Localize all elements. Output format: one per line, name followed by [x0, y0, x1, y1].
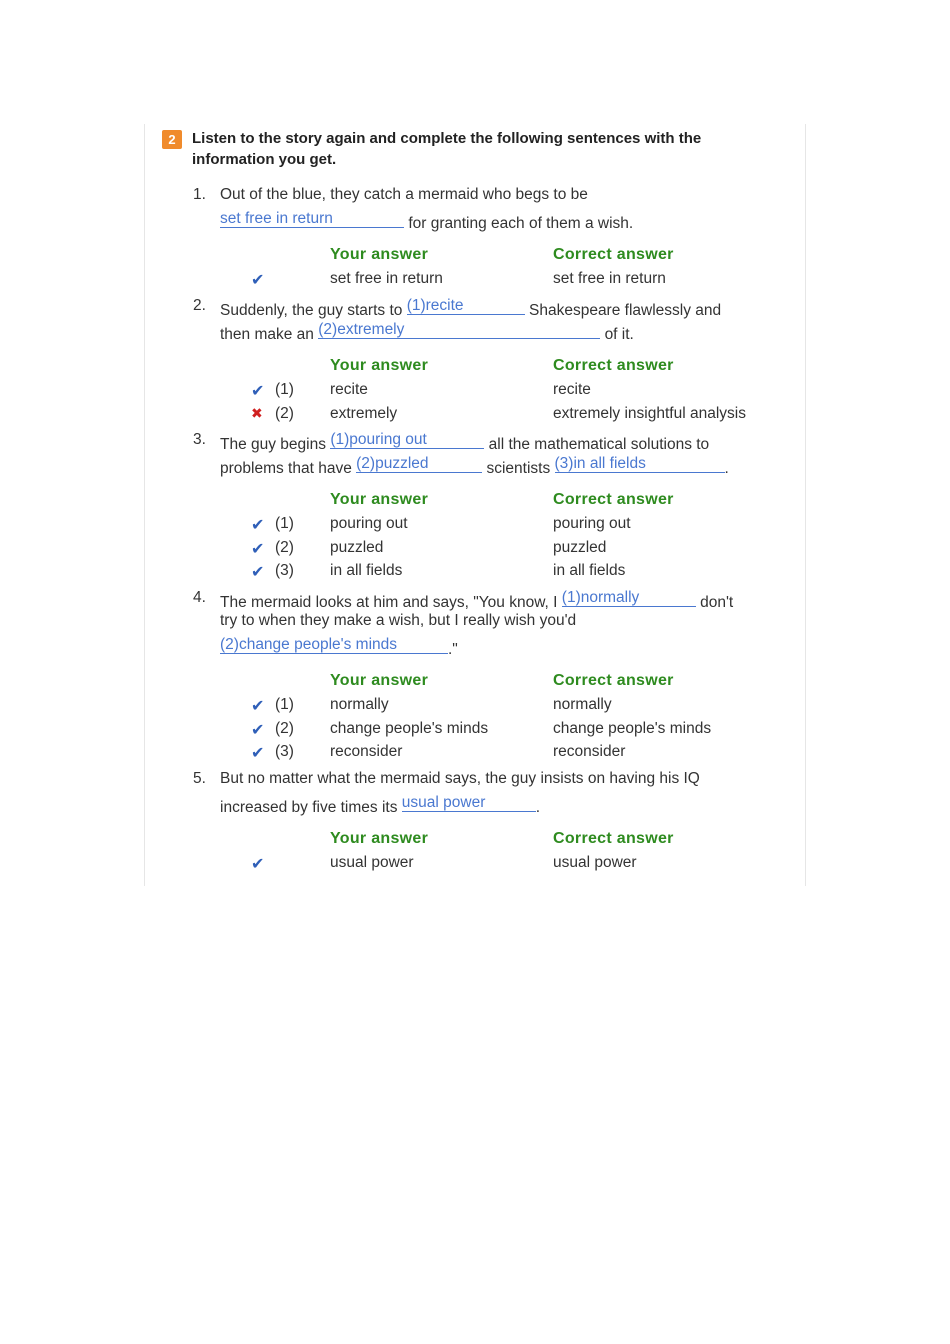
section-number-badge: 2 — [162, 130, 182, 149]
blank-index: (1) — [275, 515, 294, 532]
answer-blank[interactable]: (2)change people's minds — [220, 635, 448, 654]
correct-answer-header: Correct answer — [553, 491, 674, 508]
your-answer: pouring out — [330, 515, 408, 532]
your-answer-header: Your answer — [330, 672, 429, 689]
blank-index: (2) — [275, 405, 294, 422]
your-answer: usual power — [330, 854, 414, 871]
correct-answer-header: Correct answer — [553, 672, 674, 689]
question-number: 5. — [193, 770, 206, 787]
question-text-part: then make an — [220, 326, 314, 343]
question-text — [220, 635, 458, 660]
blank-index: (3) — [275, 562, 294, 579]
check-icon: ✔ — [251, 856, 265, 873]
correct-answer-header: Correct answer — [553, 246, 674, 263]
question-text-part: problems that have — [220, 460, 352, 477]
answer-blank[interactable]: set free in return — [220, 209, 404, 228]
correct-answer: change people's minds — [553, 720, 712, 737]
question-text-part: . — [535, 799, 541, 816]
question-number: 3. — [193, 431, 206, 448]
correct-answer: usual power — [553, 854, 637, 871]
question-text — [220, 430, 709, 455]
correct-answer: normally — [553, 696, 612, 713]
question-text — [220, 320, 634, 345]
blank-index: (1) — [275, 696, 294, 713]
your-answer-header: Your answer — [330, 491, 429, 508]
question-number: 2. — [193, 297, 206, 314]
correct-answer: pouring out — [553, 515, 631, 532]
blank-index: (2) — [275, 539, 294, 556]
question-text — [220, 588, 733, 613]
question-text — [220, 793, 540, 818]
correct-answer: in all fields — [553, 562, 626, 579]
question-text-part: Shakespeare flawlessly and — [529, 302, 722, 319]
blank-index: (3) — [275, 743, 294, 760]
answer-blank[interactable]: usual power — [402, 793, 536, 812]
check-icon: ✔ — [251, 383, 265, 400]
question-text-cont: for granting each of them a wish. — [408, 215, 634, 232]
your-answer-header: Your answer — [330, 357, 429, 374]
check-icon: ✔ — [251, 272, 265, 289]
your-answer-header: Your answer — [330, 830, 429, 847]
section-header — [162, 128, 752, 170]
your-answer: reconsider — [330, 743, 403, 760]
your-answer: recite — [330, 381, 368, 398]
correct-answer: extremely insightful analysis — [553, 405, 746, 422]
blank-index: (1) — [275, 381, 294, 398]
blank-index: (2) — [275, 720, 294, 737]
check-icon: ✔ — [251, 541, 265, 558]
your-answer: normally — [330, 696, 389, 713]
question-text: Out of the blue, they catch a mermaid who begs to be — [220, 186, 588, 203]
your-answer: change people's minds — [330, 720, 489, 737]
question-text-part: ." — [448, 641, 458, 658]
question-text: But no matter what the mermaid says, the guy insists on having his IQ — [220, 770, 700, 787]
answer-blank[interactable]: (1)pouring out — [330, 430, 484, 449]
question-number: 1. — [193, 186, 206, 203]
check-icon: ✔ — [251, 745, 265, 762]
question-text-part: The mermaid looks at him and says, "You know, I — [220, 594, 558, 611]
check-icon: ✔ — [251, 564, 265, 581]
correct-answer-header: Correct answer — [553, 357, 674, 374]
question-text — [220, 209, 633, 234]
question-text — [220, 296, 721, 321]
question-text — [220, 454, 729, 479]
answer-blank[interactable]: (2)extremely — [318, 320, 600, 339]
answer-blank[interactable]: (1)normally — [562, 588, 696, 607]
question-text-part: don't — [700, 594, 734, 611]
answer-blank[interactable]: (3)in all fields — [555, 454, 725, 473]
question-text: try to when they make a wish, but I really wish you'd — [220, 612, 577, 629]
question-text-part: of it. — [604, 326, 634, 343]
your-answer: set free in return — [330, 270, 443, 287]
question-text-part: increased by five times its — [220, 799, 398, 816]
your-answer-header: Your answer — [330, 246, 429, 263]
question-text-part: all the mathematical solutions to — [488, 436, 710, 453]
answer-blank[interactable]: (1)recite — [407, 296, 525, 315]
answer-blank[interactable]: (2)puzzled — [356, 454, 482, 473]
question-text-part: scientists — [486, 460, 551, 477]
cross-icon: ✖ — [251, 405, 263, 421]
correct-answer: recite — [553, 381, 591, 398]
instruction-text: Listen to the story again and complete the following sentences with the information you get. — [192, 130, 702, 168]
correct-answer-header: Correct answer — [553, 830, 674, 847]
question-text-part: The guy begins — [220, 436, 326, 453]
question-text-part: . — [724, 460, 729, 477]
question-number: 4. — [193, 589, 206, 606]
correct-answer: puzzled — [553, 539, 607, 556]
your-answer: puzzled — [330, 539, 384, 556]
check-icon: ✔ — [251, 517, 265, 534]
your-answer: in all fields — [330, 562, 403, 579]
check-icon: ✔ — [251, 722, 265, 739]
correct-answer: set free in return — [553, 270, 666, 287]
your-answer: extremely — [330, 405, 398, 422]
correct-answer: reconsider — [553, 743, 626, 760]
question-text-part: Suddenly, the guy starts to — [220, 302, 403, 319]
check-icon: ✔ — [251, 698, 265, 715]
